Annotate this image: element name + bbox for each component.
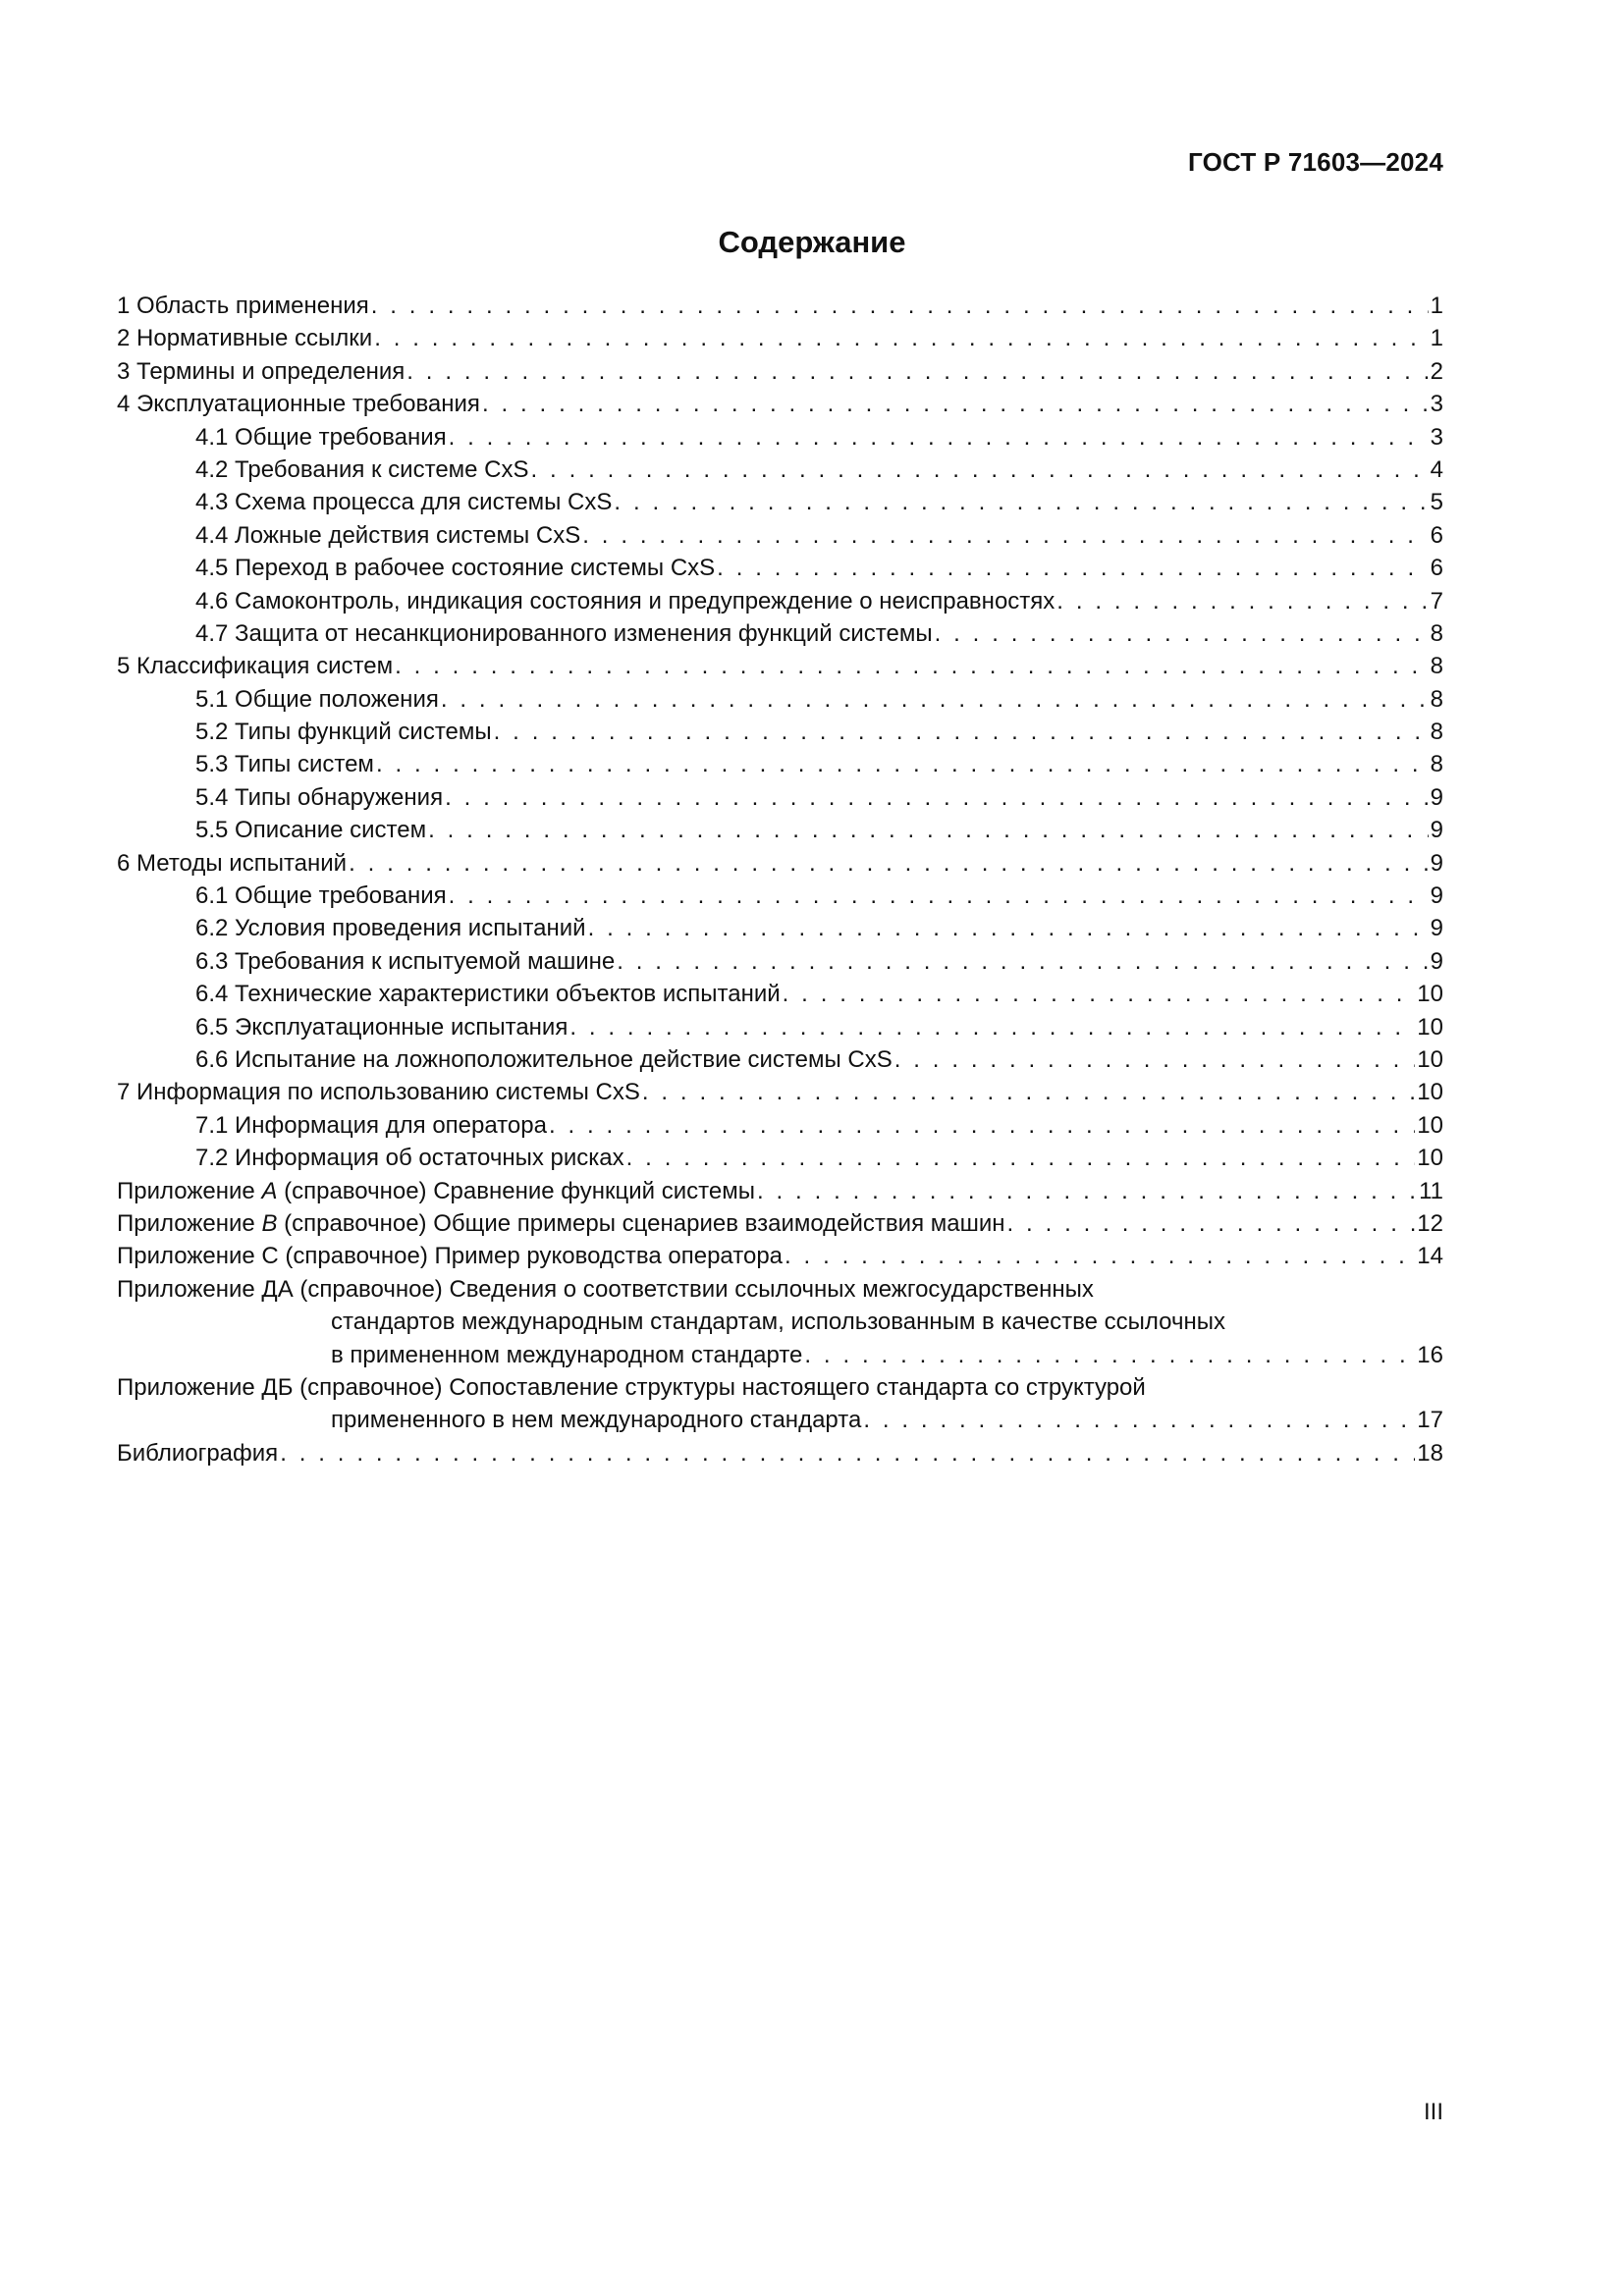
- toc-entry-annex-db[interactable]: [117, 1371, 1443, 1404]
- toc-page-number: 9: [1430, 817, 1443, 844]
- toc-leader-dots: [482, 388, 1429, 420]
- toc-page-number: 11: [1419, 1177, 1443, 1204]
- toc-leader-dots: [445, 781, 1429, 814]
- toc-entry-label: 5.5 Описание систем: [195, 817, 427, 844]
- toc-entry[interactable]: [117, 290, 1443, 322]
- toc-page-number: 10: [1417, 1079, 1443, 1106]
- toc-page-number: 8: [1430, 685, 1443, 713]
- toc-subentry[interactable]: [117, 716, 1443, 748]
- toc-page-number: 9: [1430, 915, 1443, 942]
- toc-page-number: 9: [1430, 783, 1443, 811]
- toc-leader-dots: [395, 650, 1429, 682]
- toc-leader-dots: [617, 945, 1428, 978]
- toc-entry-annex-a[interactable]: [117, 1175, 1443, 1207]
- toc-page-number: 17: [1417, 1407, 1443, 1434]
- toc-leader-dots: [582, 519, 1428, 552]
- toc-entry-continuation: [117, 1404, 1443, 1436]
- toc-page-number: 8: [1430, 619, 1443, 647]
- toc-entry-label: 5.4 Типы обнаружения: [195, 783, 444, 811]
- toc-page-number: 8: [1430, 653, 1443, 680]
- toc-entry[interactable]: [117, 847, 1443, 880]
- toc-entry-label: Приложение С (справочное) Пример руководства оператора: [117, 1243, 784, 1270]
- toc-entry-label: 5 Классификация систем: [117, 653, 394, 680]
- toc-entry-label: 4.1 Общие требования: [195, 423, 447, 451]
- toc-leader-dots: [626, 1142, 1416, 1174]
- toc-leader-dots: [494, 716, 1429, 748]
- toc-leader-dots: [717, 552, 1428, 584]
- toc-entry-annex-c[interactable]: [117, 1240, 1443, 1272]
- toc-page-number: 1: [1430, 325, 1443, 352]
- toc-subentry[interactable]: [117, 748, 1443, 780]
- toc-leader-dots: [569, 1011, 1415, 1043]
- toc-subentry[interactable]: [117, 945, 1443, 978]
- toc-page-number: 6: [1430, 555, 1443, 582]
- toc-page-number: 12: [1417, 1209, 1443, 1237]
- toc-subentry[interactable]: [117, 880, 1443, 912]
- toc-leader-dots: [449, 880, 1429, 912]
- toc-leader-dots: [376, 748, 1429, 780]
- toc-entry-label: 4.7 Защита от несанкционированного изменения функций системы: [195, 619, 933, 647]
- toc-leader-dots: [1056, 585, 1428, 617]
- toc-entry-continuation: [117, 1306, 1443, 1338]
- toc-leader-dots: [349, 847, 1429, 880]
- toc-page-number: 9: [1430, 849, 1443, 877]
- toc-entry-label: 6.3 Требования к испытуемой машине: [195, 947, 616, 975]
- toc-leader-dots: [863, 1404, 1415, 1436]
- page-number: III: [1423, 2099, 1443, 2125]
- toc-entry-label: 4.6 Самоконтроль, индикация состояния и предупреждение о неисправностях: [195, 587, 1056, 614]
- toc-page-number: 14: [1417, 1243, 1443, 1270]
- toc-subentry[interactable]: [117, 519, 1443, 552]
- toc-entry-label: [117, 1175, 755, 1207]
- toc-page-number: 10: [1417, 1013, 1443, 1041]
- toc-entry-label: 7.2 Информация об остаточных рисках: [195, 1145, 624, 1172]
- toc-entry-label: [117, 1207, 1005, 1240]
- toc-page-number: 8: [1430, 751, 1443, 778]
- toc-entry-label: 6 Методы испытаний: [117, 849, 348, 877]
- toc-leader-dots: [588, 912, 1429, 944]
- toc-leader-dots: [614, 486, 1428, 518]
- toc-leader-dots: [280, 1437, 1415, 1469]
- toc-leader-dots: [531, 454, 1429, 486]
- toc-entry[interactable]: [117, 322, 1443, 354]
- annex-letter: В: [261, 1209, 278, 1237]
- toc-leader-dots: [1007, 1207, 1416, 1240]
- toc-leader-dots: [783, 978, 1416, 1010]
- toc-page-number: 10: [1417, 1145, 1443, 1172]
- toc-subentry[interactable]: [117, 454, 1443, 486]
- toc-subentry[interactable]: [117, 781, 1443, 814]
- toc-entry-label: 7 Информация по использованию системы CxS: [117, 1079, 640, 1106]
- toc-leader-dots: [804, 1339, 1415, 1371]
- toc-subentry[interactable]: [117, 814, 1443, 846]
- toc-entry[interactable]: [117, 355, 1443, 388]
- toc-leader-dots: [549, 1109, 1415, 1142]
- toc-entry-label: Библиография: [117, 1439, 279, 1467]
- toc-page-number: 6: [1430, 521, 1443, 549]
- toc-entry[interactable]: [117, 1076, 1443, 1108]
- annex-title: (справочное) Общие примеры сценариев взаимодействия машин: [277, 1209, 1005, 1237]
- toc-entry-label: 4.5 Переход в рабочее состояние системы CxS: [195, 555, 716, 582]
- toc-page-number: 10: [1417, 1045, 1443, 1073]
- toc-entry-label: 1 Область применения: [117, 293, 369, 319]
- toc-entry-label: 4.2 Требования к системе CxS: [195, 455, 529, 483]
- annex-prefix: Приложение: [117, 1177, 262, 1204]
- annex-prefix: Приложение: [117, 1209, 262, 1237]
- annex-letter: А: [261, 1177, 278, 1204]
- toc-entry-label: Приложение ДБ (справочное) Сопоставление структуры настоящего стандарта со структурой: [117, 1373, 1146, 1401]
- toc-leader-dots: [406, 355, 1428, 388]
- toc-entry-label: 6.4 Технические характеристики объектов испытаний: [195, 981, 781, 1008]
- toc-page-number: 9: [1430, 882, 1443, 910]
- toc-entry-label-cont: в примененном международном стандарте: [331, 1341, 803, 1368]
- toc-subentry[interactable]: [117, 912, 1443, 944]
- toc-page-number: 3: [1430, 391, 1443, 418]
- toc-subentry[interactable]: [117, 617, 1443, 650]
- toc-entry-label: 3 Термины и определения: [117, 357, 406, 385]
- toc-entry-label: 4 Эксплуатационные требования: [117, 391, 480, 418]
- toc-subentry[interactable]: [117, 1142, 1443, 1174]
- toc-subentry[interactable]: [117, 683, 1443, 716]
- toc-leader-dots: [374, 322, 1428, 354]
- document-id: ГОСТ Р 71603—2024: [1188, 147, 1443, 177]
- toc-leader-dots: [642, 1076, 1415, 1108]
- toc-entry-label: 5.3 Типы систем: [195, 751, 374, 778]
- annex-title: (справочное) Сравнение функций системы: [277, 1177, 755, 1204]
- toc-subentry[interactable]: [117, 1109, 1443, 1142]
- toc-leader-dots: [449, 421, 1429, 454]
- toc-entry-label: Приложение ДА (справочное) Сведения о соответствии ссылочных межгосударственных: [117, 1275, 1094, 1303]
- toc-subentry[interactable]: [117, 486, 1443, 518]
- toc-entry[interactable]: [117, 388, 1443, 420]
- toc-page-number: 18: [1417, 1439, 1443, 1467]
- toc-entry-annex-b[interactable]: [117, 1207, 1443, 1240]
- toc-subentry[interactable]: [117, 1043, 1443, 1076]
- toc-entry-label: 5.2 Типы функций системы: [195, 719, 492, 746]
- toc-entry-label: 6.2 Условия проведения испытаний: [195, 915, 586, 942]
- toc-entry-label: 6.1 Общие требования: [195, 882, 447, 910]
- toc-entry-label: 2 Нормативные ссылки: [117, 325, 373, 352]
- toc-subentry[interactable]: [117, 552, 1443, 584]
- toc-entry-bibliography[interactable]: [117, 1437, 1443, 1469]
- toc-entry-label: 6.5 Эксплуатационные испытания: [195, 1013, 568, 1041]
- toc-page-number: 5: [1430, 489, 1443, 516]
- toc-leader-dots: [935, 617, 1429, 650]
- toc-page-number: 1: [1430, 293, 1443, 319]
- toc-page-number: 3: [1430, 423, 1443, 451]
- toc-leader-dots: [428, 814, 1429, 846]
- toc-entry-continuation: [117, 1339, 1443, 1371]
- toc-page-number: 8: [1430, 719, 1443, 746]
- toc-page-number: 4: [1430, 455, 1443, 483]
- toc-page-number: 7: [1430, 587, 1443, 614]
- toc-entry-label: 4.3 Схема процесса для системы CxS: [195, 489, 613, 516]
- table-of-contents: [117, 290, 1443, 1469]
- toc-entry-label: 4.4 Ложные действия системы CxS: [195, 521, 581, 549]
- toc-subentry[interactable]: [117, 978, 1443, 1010]
- toc-leader-dots: [441, 683, 1429, 716]
- toc-subentry[interactable]: [117, 585, 1443, 617]
- toc-page-number: 10: [1417, 981, 1443, 1008]
- toc-leader-dots: [757, 1175, 1417, 1207]
- toc-subentry[interactable]: [117, 421, 1443, 454]
- toc-leader-dots: [894, 1043, 1416, 1076]
- toc-leader-dots: [371, 290, 1429, 322]
- page-title: Содержание: [718, 225, 906, 259]
- toc-entry-label: 5.1 Общие положения: [195, 685, 439, 713]
- toc-page-number: 16: [1417, 1341, 1443, 1368]
- toc-leader-dots: [785, 1240, 1415, 1272]
- toc-page-number: 10: [1417, 1111, 1443, 1139]
- toc-page-number: 2: [1430, 357, 1443, 385]
- toc-entry[interactable]: [117, 650, 1443, 682]
- toc-entry-label: 7.1 Информация для оператора: [195, 1111, 547, 1139]
- toc-entry-label-cont: стандартов международным стандартам, использованным в качестве ссылочных: [331, 1308, 1225, 1336]
- toc-page-number: 9: [1430, 947, 1443, 975]
- toc-subentry[interactable]: [117, 1011, 1443, 1043]
- toc-entry-annex-da[interactable]: [117, 1273, 1443, 1306]
- toc-entry-label: 6.6 Испытание на ложноположительное действие системы CxS: [195, 1045, 893, 1073]
- toc-entry-label-cont: примененного в нем международного стандарта: [331, 1407, 862, 1434]
